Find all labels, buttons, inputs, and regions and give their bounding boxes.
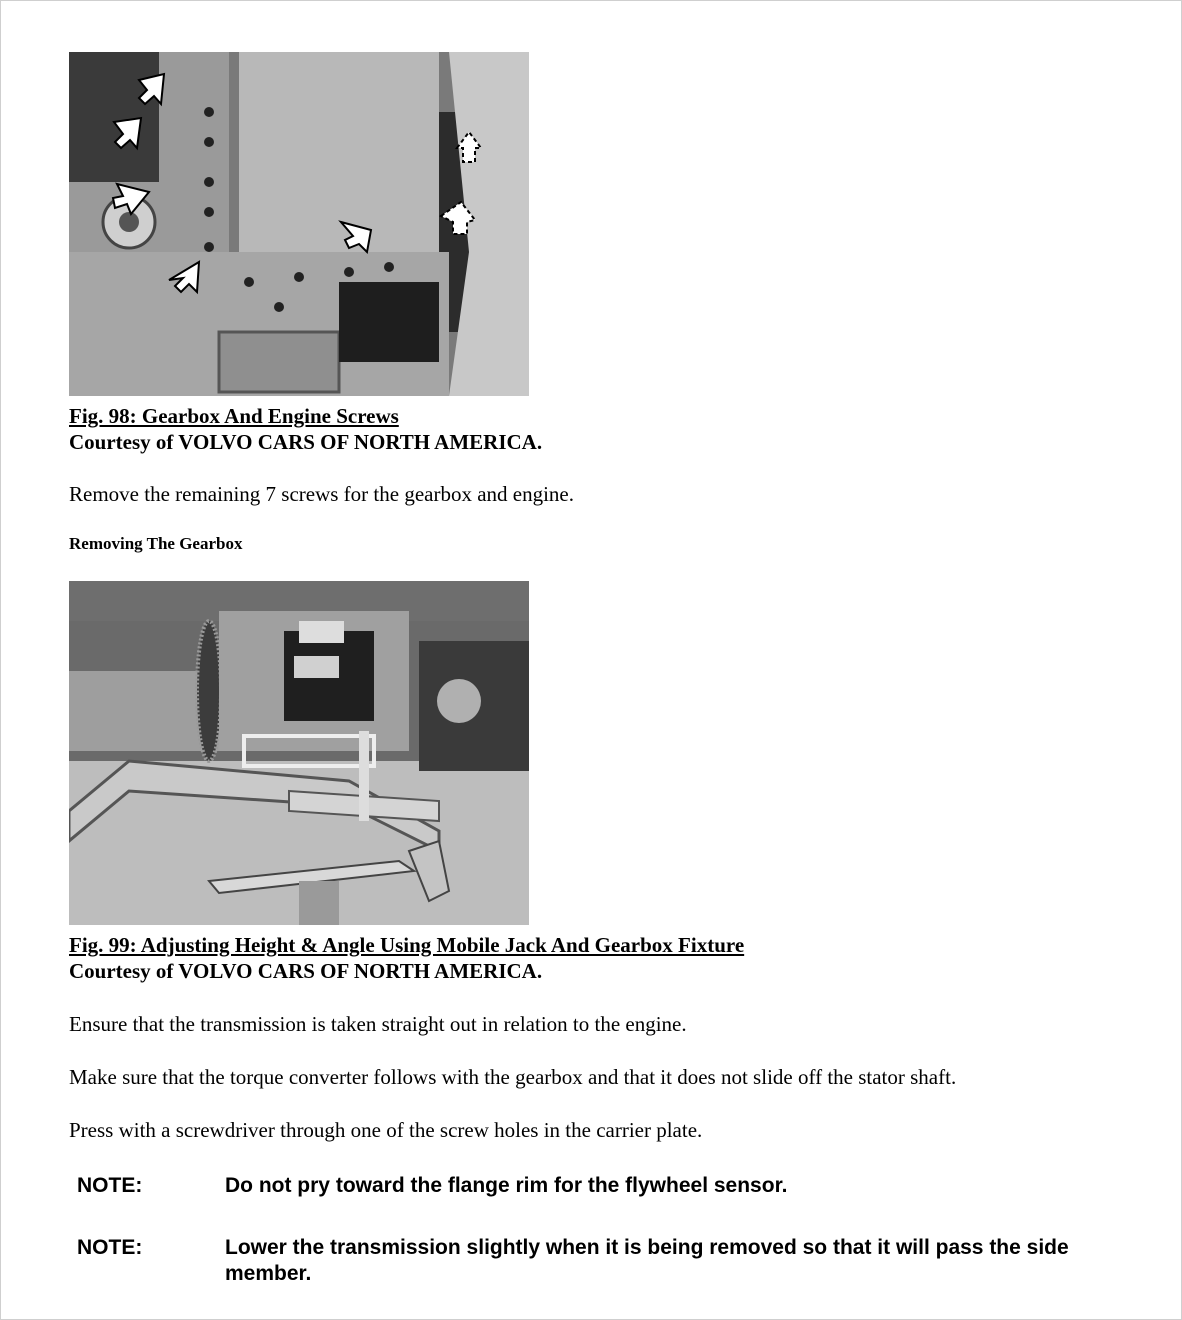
figure-99-photo — [69, 581, 529, 925]
figure-99-courtesy: Courtesy of VOLVO CARS OF NORTH AMERICA. — [69, 959, 543, 983]
note-label: NOTE: — [77, 1174, 143, 1197]
instruction-straight-out: Ensure that the transmission is taken straight out in relation to the engine. — [69, 1012, 687, 1036]
instruction-torque-converter: Make sure that the torque converter follows with the gearbox and that it does not slide off the stator shaft. — [69, 1065, 957, 1089]
section-heading: Removing The Gearbox — [69, 534, 243, 553]
note-text: Do not pry toward the flange rim for the flywheel sensor. — [225, 1174, 788, 1197]
note-label: NOTE: — [77, 1236, 143, 1259]
figure-99-title: Fig. 99: Adjusting Height & Angle Using Mobile Jack And Gearbox Fixture — [69, 933, 745, 957]
figure-98-image — [69, 52, 529, 396]
figure-99-image — [69, 581, 529, 925]
figure-98-title: Fig. 98: Gearbox And Engine Screws — [69, 404, 399, 428]
instruction-screwdriver: Press with a screwdriver through one of the screw holes in the carrier plate. — [69, 1118, 703, 1142]
figure-98-caption — [69, 403, 542, 455]
figure-99-caption — [69, 932, 744, 984]
figure-98-photo — [69, 52, 529, 396]
instruction-remove-screws: Remove the remaining 7 screws for the gearbox and engine. — [69, 482, 574, 506]
figure-98-courtesy: Courtesy of VOLVO CARS OF NORTH AMERICA. — [69, 430, 543, 454]
note-text: Lower the transmission slightly when it is being removed so that it will pass the side member. — [225, 1236, 1069, 1285]
